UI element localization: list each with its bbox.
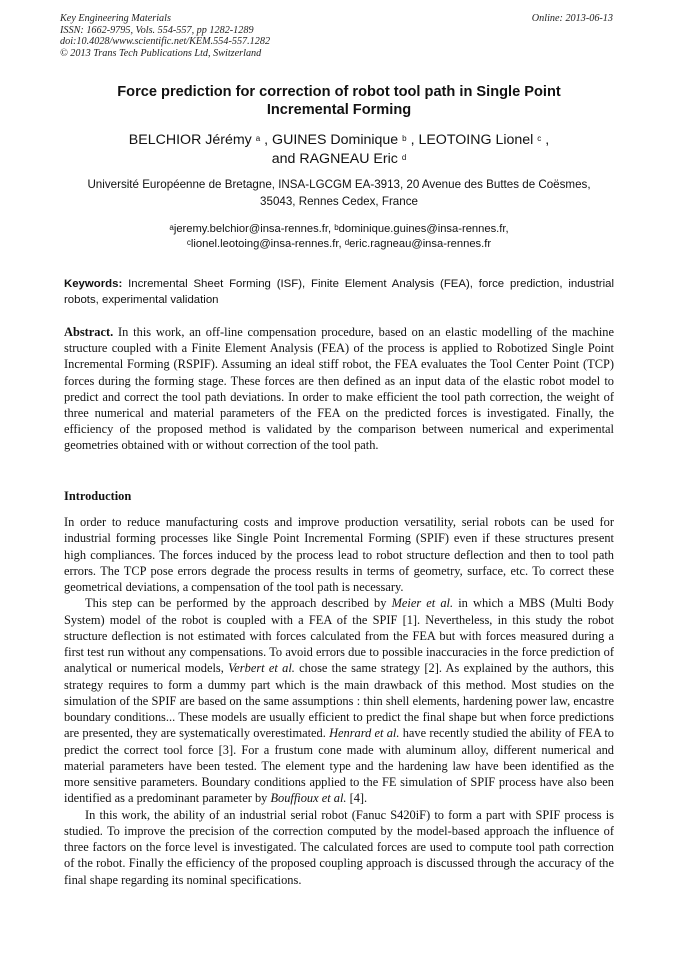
doi-line: doi:10.4028/www.scientific.net/KEM.554-557.1282	[60, 36, 271, 48]
author-1-sup: a	[255, 134, 261, 143]
intro-paragraph-1: In order to reduce manufacturing costs and improve production versatility, serial robots can be used for industrial forming processes like Single Point Incremental Forming (SPIF) even if these structures present high compliances. The forces induced by the process lead to robot structure deflection and then to tool path errors. The TCP pose errors degrade the process results in terms of geometry, surface, etc. To correct these geometrical deviations, a compensation of the tool path is necessary.	[64, 515, 614, 594]
email-1: jeremy.belchior@insa-rennes.fr,	[173, 223, 332, 235]
email-2-sup: b	[334, 223, 339, 232]
email-3-sup: c	[186, 238, 191, 247]
journal-header	[60, 13, 613, 59]
author-3-sup: c	[537, 134, 542, 143]
email-4: eric.ragneau@insa-rennes.fr	[349, 238, 492, 250]
author-4: and RAGNEAU Eric	[271, 151, 398, 167]
copyright-line: © 2013 Trans Tech Publications Ltd, Switzerland	[60, 47, 262, 59]
title-line-2: Incremental Forming	[266, 102, 412, 118]
email-3: lionel.leotoing@insa-rennes.fr,	[190, 238, 342, 250]
issn-line: ISSN: 1662-9795, Vols. 554-557, pp 1282-1289	[60, 24, 254, 36]
intro-paragraph-2: This step can be performed by the approach described by Meier et al. in which a MBS (Multi Body System) model of the robot is coupled with a FEA of the SPIF [1]. Nevertheless, in this study the robot structure deflection is not estimated with forces calculated from the FEA but with forces measured during a first test run without any compensations. To avoid errors due to possible inaccuracies in the force prediction of analytical or numerical models, Verbert et al. chose the same strategy [2]. As explained by the authors, this strategy requires to form a dummy part which is the main drawback of this method. Most studies on the simulation of the SPIF are based on the same assumptions : thin shell elements, hardening power law, encastre boundary conditions... These models are usually efficient to predict the final shape but when force predictions are presented, they are systematically overestimated. Henrard et al. have recently studied the ability of FEA to predict the correct tool force [3]. For a frustum cone made with aluminum alloy, different numerical and material parameters have been tested. The element type and the hardening law have been identified as the more sensitive parameters. Boundary conditions applied to the FE simulation of SPIF process have also been identified as a predominant parameter by Bouffioux et al. [4].	[64, 596, 614, 806]
keywords-text: Incremental Sheet Forming (ISF), Finite Element Analysis (FEA), force prediction, industrial robots, experimental validation	[64, 278, 614, 306]
introduction-body	[64, 514, 614, 888]
email-4-sup: d	[344, 238, 350, 247]
author-3: LEOTOING Lionel	[418, 132, 534, 148]
author-4-sup: d	[401, 153, 407, 162]
keywords-label: Keywords:	[64, 278, 123, 290]
author-2: GUINES Dominique	[272, 132, 399, 148]
citation-bouffioux: Bouffioux et al.	[270, 791, 347, 806]
affiliation-line-1: Université Européenne de Bretagne, INSA-LGCGM EA-3913, 20 Avenue des Buttes de Coësmes,	[87, 178, 591, 191]
citation-verbert: Verbert et al.	[228, 661, 295, 676]
affiliation-line-2: 35043, Rennes Cedex, France	[260, 194, 418, 208]
affiliation	[60, 177, 618, 210]
introduction-heading: Introduction	[64, 489, 132, 503]
email-1-sup: a	[169, 223, 174, 232]
email-2: dominique.guines@insa-rennes.fr,	[338, 223, 509, 235]
abstract	[64, 324, 614, 454]
abstract-text: In this work, an off-line compensation procedure, based on an elastic modelling of the machine structure coupled with a Finite Element Analysis (FEA) of the process is applied to Robotized Single Point Incremental Forming (RSPIF). Assuming an ideal stiff robot, the FEA evaluates the Tool Center Point (TCP) forces during the forming stage. These forces are then defined as an input data of the elastic robot model to predict and correct the tool path deviations. In order to make efficient the tool path correction, the weight of three numerical and material parameters of the FEA on the predicted forces is investigated. Finally, the efficiency of the proposed method is validated by the comparison between numerical and experimental geometries obtained with or without correction of the tool path.	[64, 325, 614, 453]
citation-henrard: Henrard et al.	[329, 726, 400, 741]
citation-meier: Meier et al.	[391, 596, 454, 611]
author-list: BELCHIOR Jérémy $^a$ , GUINES Dominique $^b$ , LEOTOING Lionel $^c$ , and RAGNEAU Eric $^d$	[128, 132, 550, 167]
online-date: Online: 2013-06-13	[531, 13, 613, 24]
email-list	[60, 222, 618, 252]
intro-paragraph-3: In this work, the ability of an industrial serial robot (Fanuc S420iF) to form a part with SPIF process is studied. To improve the precision of the correction computed by the model-based approach the influence of three factors on the force level is investigated. The calculated forces are used to compute tool path correction of the robot. Finally the efficiency of the proposed coupling approach is discussed through the accuracy of the final shape regarding its nominal specifications.	[64, 807, 614, 887]
abstract-label: Abstract.	[64, 325, 114, 339]
author-1: BELCHIOR Jérémy	[128, 132, 252, 148]
author-2-sup: b	[402, 134, 407, 143]
title-line-1: Force prediction for correction of robot tool path in Single Point	[117, 84, 561, 100]
journal-name: Key Engineering Materials	[60, 13, 171, 24]
keywords	[64, 276, 614, 308]
paper-title	[60, 83, 618, 119]
